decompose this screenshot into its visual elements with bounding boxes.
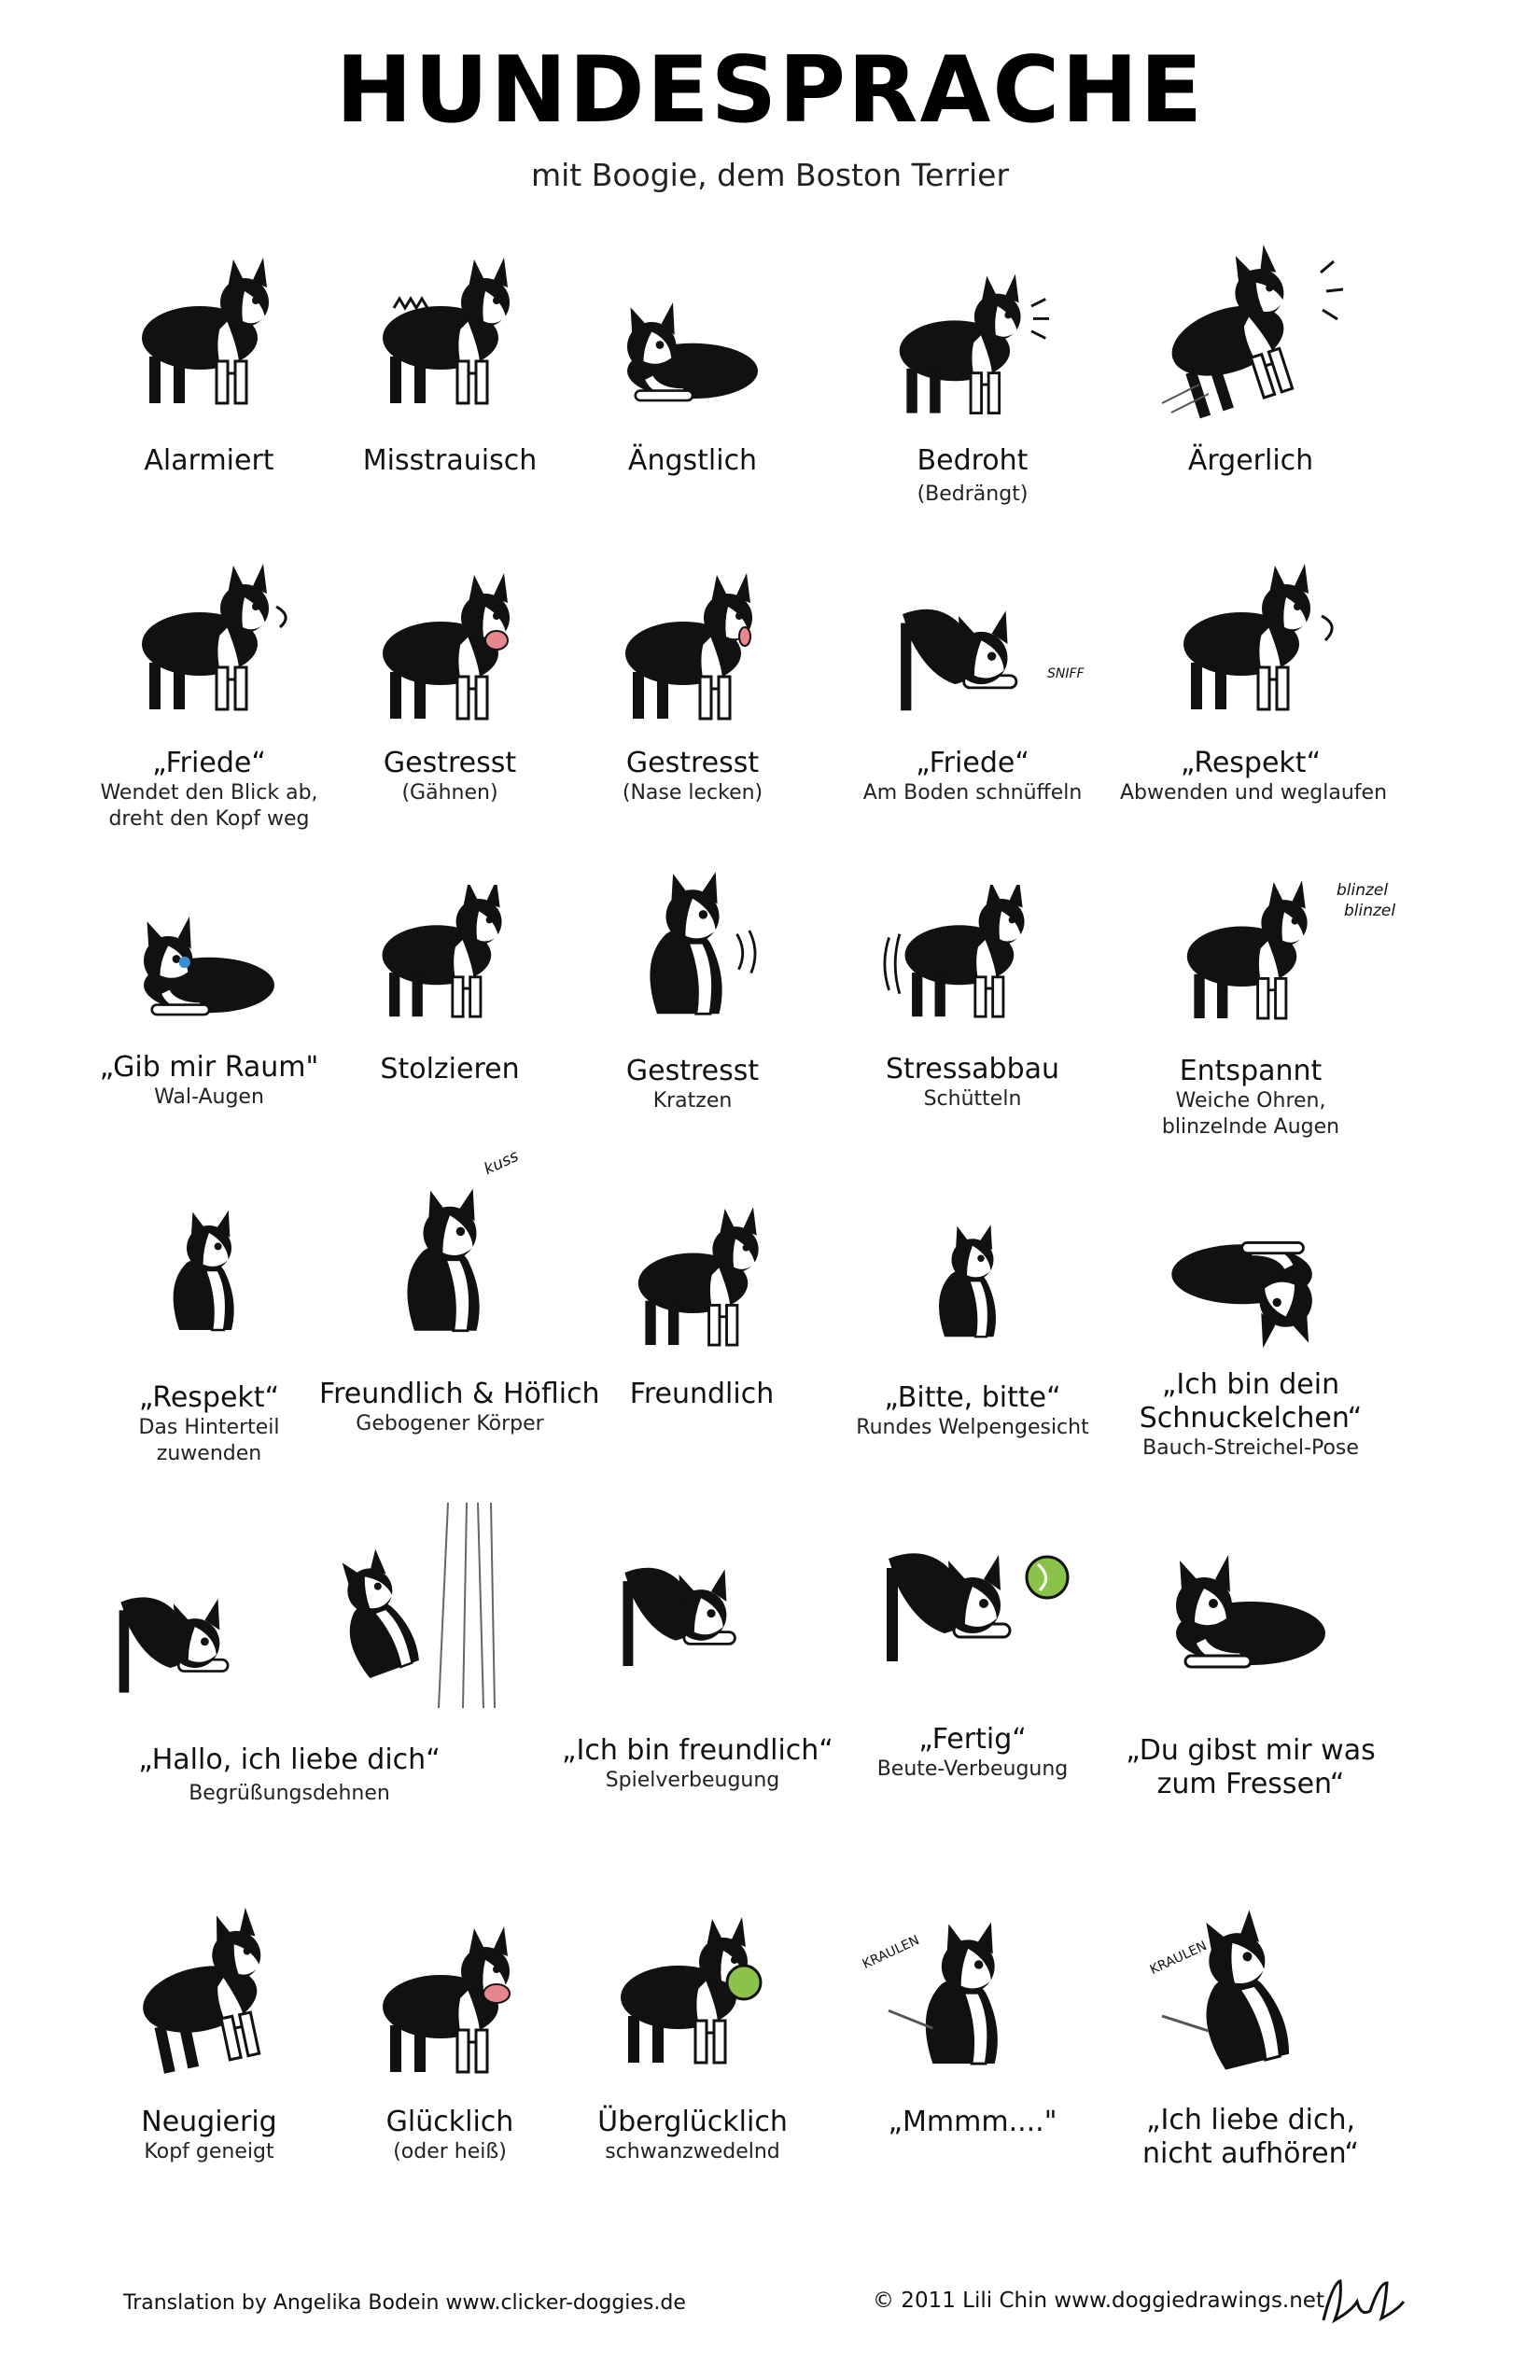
blink-sound-text-2: blinzel bbox=[1344, 902, 1396, 920]
page-title: HUNDESPRACHE bbox=[335, 37, 1205, 144]
person-legs-illustration bbox=[429, 1503, 504, 1717]
dog-look-away-illustration bbox=[116, 551, 302, 728]
card-label: „Ich bin dein bbox=[1161, 1368, 1340, 1401]
card-sublabel: Abwenden und weglaufen bbox=[1120, 781, 1388, 805]
card-label: Stolzieren bbox=[380, 1053, 520, 1085]
card-label: „Bitte, bitte“ bbox=[884, 1381, 1061, 1414]
card-gestresst-gaehnen bbox=[319, 569, 581, 806]
dog-play-bow-illustration bbox=[599, 1540, 786, 1699]
card-sublabel-2: blinzelnde Augen bbox=[1161, 1115, 1340, 1139]
card-label: Entspannt bbox=[1179, 1055, 1323, 1087]
card-entspannt bbox=[1120, 868, 1396, 1141]
dog-shaking-illustration bbox=[870, 885, 1075, 1034]
card-misstrauisch bbox=[319, 245, 581, 478]
card-sublabel: Das Hinterteil bbox=[138, 1416, 280, 1439]
dog-enjoying-scratch-illustration bbox=[1148, 1904, 1353, 2081]
card-friede-blick bbox=[78, 551, 340, 833]
card-aengstlich bbox=[562, 289, 823, 478]
card-sublabel: Wendet den Blick ab, bbox=[100, 781, 318, 805]
card-gestresst-nase bbox=[562, 569, 823, 806]
card-label-2: nicht aufhören“ bbox=[1142, 2137, 1359, 2170]
card-sublabel: Spielverbeugung bbox=[605, 1769, 780, 1792]
card-freundlich-hoeflich bbox=[319, 1146, 600, 1437]
card-label: Alarmiert bbox=[144, 444, 274, 477]
dog-relaxed-illustration bbox=[1157, 868, 1344, 1036]
dog-prey-bow-illustration bbox=[861, 1503, 1085, 1699]
dog-head-tilt-illustration bbox=[116, 1904, 302, 2081]
card-label: „Respekt“ bbox=[138, 1381, 280, 1414]
sniff-sound-text: SNIFF bbox=[1047, 666, 1085, 681]
card-label: „Du gibst mir was bbox=[1126, 1734, 1376, 1767]
scratch-sound-text-1: KRAULEN bbox=[860, 1932, 922, 1973]
card-stressabbau bbox=[842, 885, 1103, 1113]
card-du-gibst-mir bbox=[1120, 1540, 1381, 1801]
card-label: Ärgerlich bbox=[1187, 444, 1314, 477]
dog-tail-wagging-illustration bbox=[590, 1904, 795, 2081]
scratch-sound-text-2: KRAULEN bbox=[1147, 1938, 1210, 1979]
dog-fearful-illustration bbox=[609, 289, 777, 420]
card-label: Gestresst bbox=[625, 747, 760, 779]
card-label: Neugierig bbox=[141, 2106, 277, 2138]
card-label: Ängstlich bbox=[627, 444, 758, 477]
dog-lying-begging-illustration bbox=[1157, 1540, 1344, 1699]
card-label: „Gib mir Raum" bbox=[99, 1051, 319, 1084]
card-label: Gestresst bbox=[625, 1055, 760, 1087]
card-sublabel: (Nase lecken) bbox=[622, 781, 763, 805]
dog-alert-illustration bbox=[116, 245, 302, 422]
dog-yawning-illustration bbox=[357, 569, 543, 728]
card-fertig bbox=[842, 1503, 1103, 1783]
card-sublabel: Rundes Welpengesicht bbox=[856, 1416, 1089, 1439]
card-label: „Ich liebe dich, bbox=[1145, 2104, 1356, 2136]
card-schnuckelchen bbox=[1120, 1204, 1381, 1462]
blink-sound-text-1: blinzel bbox=[1337, 881, 1389, 900]
card-label: Gestresst bbox=[383, 747, 517, 779]
dog-threatened-illustration bbox=[875, 267, 1071, 426]
card-sublabel: (oder heiß) bbox=[393, 2140, 507, 2163]
card-sublabel: (Bedrängt) bbox=[917, 483, 1029, 506]
copyright-credit: © 2011 Lili Chin www.doggiedrawings.net bbox=[873, 2289, 1324, 2313]
card-neugierig bbox=[78, 1904, 340, 2165]
card-label: Stressabbau bbox=[885, 1053, 1060, 1085]
dog-belly-rub-illustration bbox=[1143, 1204, 1358, 1353]
card-sublabel: Bauch-Streichel-Pose bbox=[1142, 1436, 1359, 1460]
card-respekt-weglaufen bbox=[1120, 551, 1388, 806]
dog-greeting-stretch-illustration bbox=[93, 1577, 280, 1717]
card-sublabel-2: zuwenden bbox=[156, 1442, 262, 1465]
card-label: „Hallo, ich liebe dich“ bbox=[138, 1743, 441, 1776]
card-label: „Respekt“ bbox=[1180, 747, 1322, 779]
card-label: „Friede“ bbox=[152, 747, 266, 779]
dog-stalking-illustration bbox=[347, 885, 553, 1034]
artist-signature bbox=[1314, 2274, 1417, 2330]
kiss-sound-text: kuss bbox=[481, 1146, 522, 1180]
card-mmmm bbox=[842, 1913, 1103, 2139]
card-ich-bin-freundlich bbox=[562, 1540, 833, 1794]
card-alarmiert bbox=[78, 245, 340, 478]
card-label: „Fertig“ bbox=[918, 1723, 1027, 1756]
card-label: Freundlich & Höflich bbox=[319, 1378, 600, 1410]
card-bitte-bitte bbox=[842, 1200, 1103, 1441]
dog-sniffing-illustration bbox=[870, 588, 1075, 728]
card-sublabel: (Gähnen) bbox=[401, 781, 498, 805]
card-sublabel: Weiche Ohren, bbox=[1175, 1089, 1326, 1113]
card-label: Glücklich bbox=[385, 2106, 514, 2138]
card-ich-liebe-dich-nicht-aufhoeren bbox=[1120, 1904, 1381, 2171]
card-sublabel-2: dreht den Kopf weg bbox=[108, 807, 310, 831]
card-sublabel: Gebogener Körper bbox=[356, 1412, 544, 1435]
card-label: Freundlich bbox=[629, 1378, 775, 1410]
dog-happy-illustration bbox=[357, 1923, 543, 2081]
card-label: „Mmmm...." bbox=[888, 2106, 1057, 2138]
card-gestresst-kratzen bbox=[562, 859, 823, 1114]
card-sublabel: schwanzwedelnd bbox=[605, 2140, 780, 2163]
dog-turning-rear-illustration bbox=[134, 1185, 284, 1363]
dog-scratching-illustration bbox=[604, 859, 781, 1036]
dog-friendly-illustration bbox=[609, 1195, 795, 1363]
card-label: Bedroht bbox=[917, 444, 1029, 477]
card-label: „Ich bin freundlich“ bbox=[562, 1734, 833, 1767]
card-sublabel: Schütteln bbox=[923, 1087, 1022, 1111]
card-label-2: zum Fressen“ bbox=[1156, 1768, 1345, 1800]
card-label: „Friede“ bbox=[916, 747, 1029, 779]
dog-lip-lick-illustration bbox=[599, 569, 786, 728]
page-subtitle: mit Boogie, dem Boston Terrier bbox=[530, 157, 1010, 193]
dog-puppy-face-illustration bbox=[903, 1200, 1043, 1368]
card-gib-mir-raum bbox=[78, 903, 340, 1111]
card-aergerlich bbox=[1120, 245, 1381, 478]
card-freundlich bbox=[571, 1195, 833, 1411]
card-bedroht bbox=[842, 267, 1103, 508]
card-stolzieren bbox=[319, 885, 581, 1086]
card-label-2: Schnuckelchen“ bbox=[1139, 1402, 1363, 1435]
translation-credit: Translation by Angelika Bodein www.clicker-doggies.de bbox=[123, 2291, 686, 2315]
dog-curved-body-illustration bbox=[361, 1148, 539, 1363]
card-label: Misstrauisch bbox=[362, 444, 538, 477]
dog-suspicious-illustration bbox=[352, 245, 548, 422]
card-sublabel: Begrüßungsdehnen bbox=[189, 1782, 390, 1805]
dog-whale-eye-illustration bbox=[116, 903, 302, 1034]
card-respekt-hinterteil bbox=[78, 1185, 340, 1467]
card-sublabel: Wal-Augen bbox=[154, 1085, 264, 1109]
card-sublabel: Kopf geneigt bbox=[144, 2140, 274, 2163]
card-label: Überglücklich bbox=[597, 2106, 788, 2138]
card-sublabel: Am Boden schnüffeln bbox=[862, 781, 1083, 805]
card-sublabel: Kratzen bbox=[652, 1089, 733, 1113]
card-ueberglucklich bbox=[562, 1904, 823, 2165]
card-friede-schnueffeln bbox=[842, 588, 1103, 806]
card-gluecklich bbox=[319, 1923, 581, 2165]
dog-angry-illustration bbox=[1129, 245, 1372, 422]
dog-walking-away-illustration bbox=[1157, 551, 1344, 728]
card-sublabel: Beute-Verbeugung bbox=[876, 1757, 1069, 1781]
